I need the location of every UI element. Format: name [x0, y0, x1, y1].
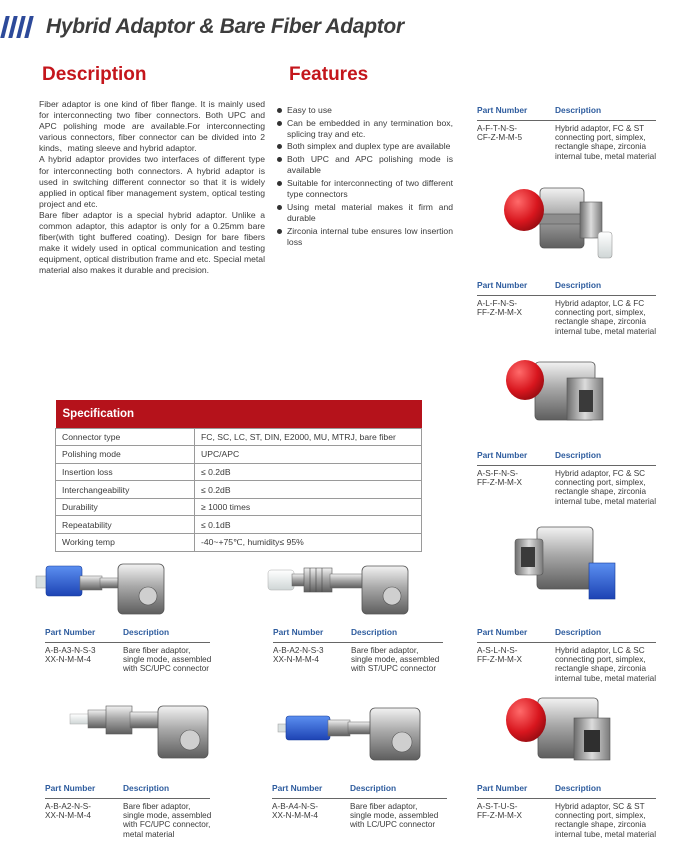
- spec-key: Interchangeability: [56, 481, 195, 499]
- spec-key: Working temp: [56, 534, 195, 552]
- spec-value: -40~+75℃, humidity≤ 95%: [195, 534, 422, 552]
- table-row: [56, 516, 422, 534]
- spec-value: ≤ 0.2dB: [195, 481, 422, 499]
- part-number-header: Part Number: [477, 105, 528, 115]
- table-row: [56, 481, 422, 499]
- part-number-header: Part Number: [273, 627, 324, 637]
- feature-item: Both UPC and APC polishing mode is available: [276, 154, 453, 176]
- specification-table: [55, 400, 422, 552]
- feature-item: Suitable for interconnecting of two different type connectors: [276, 178, 453, 200]
- bare-fiber-sc-adaptor-image: [28, 556, 178, 620]
- description-paragraph: A hybrid adaptor provides two interfaces of different type for interconnecting both connectors. A hybrid adaptor is used in switching different connector so that it is widely applied in optical fiber management system, optical testing project and etc.: [39, 154, 265, 209]
- description-header: Description: [555, 783, 602, 793]
- part-number-header: Part Number: [45, 627, 96, 637]
- table-row: [56, 446, 422, 464]
- part-block-bare-fc: [45, 783, 211, 839]
- description-heading: Description: [42, 64, 147, 85]
- divider: [45, 798, 210, 799]
- spec-value: ≥ 1000 times: [195, 498, 422, 516]
- part-block-fc-st: [477, 105, 656, 161]
- hybrid-fc-st-adaptor-image: [488, 178, 628, 270]
- divider: [477, 642, 656, 643]
- part-number: A-F-T-N-S- CF-Z-M-M-5: [477, 124, 523, 143]
- feature-item: Easy to use: [276, 105, 453, 116]
- bare-fiber-lc-adaptor-image: [272, 700, 432, 770]
- part-description: Hybrid adaptor, FC & ST connecting port, simplex, rectangle shape, zirconia internal tube, metal material: [555, 124, 657, 161]
- part-block-fc-sc: [477, 450, 656, 506]
- part-description: Bare fiber adaptor, single mode, assembled with LC/UPC connector: [350, 802, 439, 830]
- part-number: A-L-F-N-S- FF-Z-M-M-X: [477, 299, 523, 318]
- description-paragraph: Fiber adaptor is one kind of fiber flange. It is mainly used for interconnecting two fiber connectors. Both UPC and APC polishing mode are available.For interconnecting various connectors, fiber connector can be divided into 2 kinds、mating sleeve and hybrid adaptor.: [39, 99, 265, 154]
- spec-key: Repeatability: [56, 516, 195, 534]
- divider: [273, 642, 443, 643]
- table-row: [56, 428, 422, 446]
- hybrid-lc-fc-adaptor-image: [495, 348, 625, 440]
- part-block-bare-sc: [45, 627, 211, 674]
- hybrid-sc-st-adaptor-image: [490, 684, 630, 776]
- description-header: Description: [350, 783, 397, 793]
- divider: [477, 120, 656, 121]
- divider: [477, 798, 656, 799]
- features-list: [276, 105, 453, 249]
- spec-value: ≤ 0.2dB: [195, 463, 422, 481]
- description-header: Description: [555, 450, 602, 460]
- feature-item: Can be embedded in any termination box, splicing tray and etc.: [276, 118, 453, 140]
- specification-heading: Specification: [56, 400, 422, 428]
- part-block-bare-lc: [272, 783, 447, 830]
- table-row: [56, 498, 422, 516]
- part-description: Hybrid adaptor, FC & SC connecting port, simplex, rectangle shape, zirconia internal tube, metal material: [555, 469, 657, 506]
- description-header: Description: [555, 280, 602, 290]
- hybrid-lc-sc-adaptor-image: [497, 515, 627, 615]
- divider: [45, 642, 210, 643]
- header-accent-bars: [3, 16, 31, 38]
- description-header: Description: [555, 105, 602, 115]
- part-block-bare-st: [273, 627, 443, 674]
- part-block-sc-st: [477, 783, 656, 839]
- part-number: A-B-A2-N-S-3 XX-N-M-M-4: [273, 646, 324, 665]
- part-number: A-S-F-N-S- FF-Z-M-M-X: [477, 469, 523, 488]
- divider: [477, 465, 656, 466]
- part-number-header: Part Number: [45, 783, 96, 793]
- spec-key: Insertion loss: [56, 463, 195, 481]
- part-number-header: Part Number: [272, 783, 323, 793]
- part-block-lc-sc: [477, 627, 656, 683]
- bare-fiber-fc-adaptor-image: [60, 698, 220, 768]
- part-description: Bare fiber adaptor, single mode, assembled with FC/UPC connector, metal material: [123, 802, 212, 839]
- part-number: A-B-A3-N-S-3 XX-N-M-M-4: [45, 646, 96, 665]
- spec-key: Durability: [56, 498, 195, 516]
- feature-item: Both simplex and duplex type are available: [276, 141, 453, 152]
- part-number: A-S-L-N-S- FF-Z-M-M-X: [477, 646, 523, 665]
- part-description: Bare fiber adaptor, single mode, assembled with SC/UPC connector: [123, 646, 212, 674]
- description-header: Description: [123, 627, 170, 637]
- part-block-lc-fc: [477, 280, 656, 336]
- part-description: Hybrid adaptor, LC & FC connecting port, simplex, rectangle shape, zirconia internal tube, metal material: [555, 299, 657, 336]
- part-number: A-B-A4-N-S- XX-N-M-M-4: [272, 802, 318, 821]
- description-header: Description: [351, 627, 398, 637]
- description-paragraph: Bare fiber adaptor is a special hybrid adaptor. Unlike a common adaptor, this adaptor is only for a 0.25mm bare fiber(with tight buffered coating). Design for bare fibers make it widely used in optical communication and testing equipment, optical distribution frame and etc. Special metal material also makes it durable and precision.: [39, 209, 265, 276]
- feature-item: Zirconia internal tube ensures low insertion loss: [276, 226, 453, 248]
- divider: [477, 295, 656, 296]
- part-description: Bare fiber adaptor, single mode, assembled with ST/UPC connector: [351, 646, 440, 674]
- spec-key: Connector type: [56, 428, 195, 446]
- part-number-header: Part Number: [477, 783, 528, 793]
- part-number: A-B-A2-N-S- XX-N-M-M-4: [45, 802, 91, 821]
- part-number: A-S-T-U-S- FF-Z-M-M-X: [477, 802, 523, 821]
- spec-value: UPC/APC: [195, 446, 422, 464]
- part-description: Hybrid adaptor, LC & SC connecting port, simplex, rectangle shape, zirconia internal tube, metal material: [555, 646, 657, 683]
- part-number-header: Part Number: [477, 280, 528, 290]
- table-row: [56, 463, 422, 481]
- feature-item: Using metal material makes it firm and durable: [276, 202, 453, 224]
- description-header: Description: [123, 783, 170, 793]
- spec-value: FC, SC, LC, ST, DIN, E2000, MU, MTRJ, bare fiber: [195, 428, 422, 446]
- spec-value: ≤ 0.1dB: [195, 516, 422, 534]
- description-header: Description: [555, 627, 602, 637]
- description-text: [39, 99, 265, 277]
- part-description: Hybrid adaptor, SC & ST connecting port, simplex, rectangle shape, zirconia internal tube, metal material: [555, 802, 657, 839]
- bare-fiber-st-adaptor-image: [262, 556, 422, 620]
- features-heading: Features: [289, 64, 369, 85]
- part-number-header: Part Number: [477, 627, 528, 637]
- page-title: Hybrid Adaptor & Bare Fiber Adaptor: [46, 15, 404, 38]
- part-number-header: Part Number: [477, 450, 528, 460]
- divider: [272, 798, 447, 799]
- spec-key: Polishing mode: [56, 446, 195, 464]
- table-row: [56, 534, 422, 552]
